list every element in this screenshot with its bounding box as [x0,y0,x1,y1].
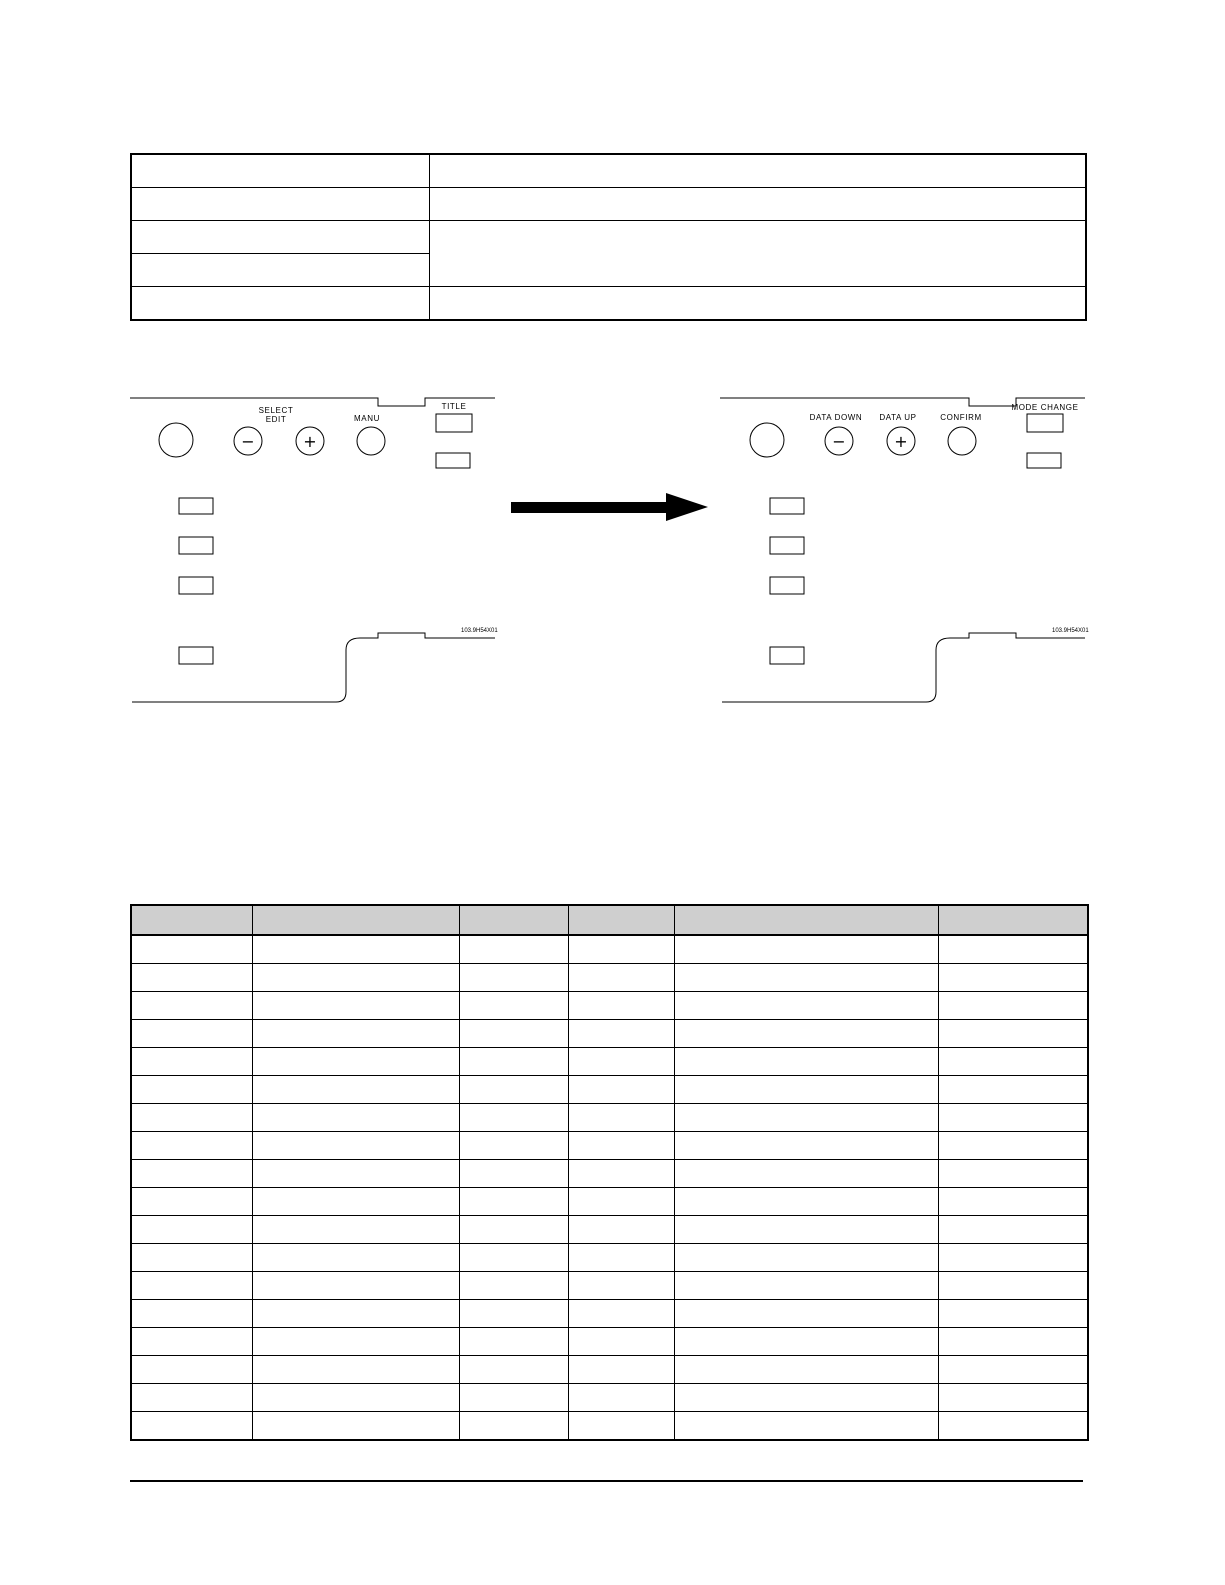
table-row [131,1272,1088,1300]
select-label: SELECT [258,406,294,415]
table-row [131,1216,1088,1244]
part-code: 103.9H54X01 [1052,628,1089,634]
data-table [130,904,1089,1441]
table-cell [131,1188,252,1216]
table-row [131,964,1088,992]
side-key-1[interactable] [179,498,213,514]
table-cell [252,964,459,992]
panel-before-labels [241,402,498,634]
table-cell [459,1076,568,1104]
table-cell [252,1216,459,1244]
table-body [131,935,1088,1440]
table-cell [568,1272,674,1300]
table-cell [131,964,252,992]
column-header [459,905,568,935]
table-cell [674,1048,938,1076]
table-cell [674,1244,938,1272]
mode-change-key[interactable] [1027,414,1063,432]
table-cell [459,1244,568,1272]
table-cell [568,1328,674,1356]
table-cell [131,1384,252,1412]
table-cell [131,992,252,1020]
table-cell [459,935,568,964]
table-row [131,1412,1088,1441]
table-cell [459,964,568,992]
table-cell [938,1384,1088,1412]
data-down-label: DATA DOWN [809,413,863,422]
table-cell [938,1244,1088,1272]
table-row [131,992,1088,1020]
title-label: TITLE [441,402,467,411]
table-cell [938,1020,1088,1048]
side-key-3[interactable] [179,577,213,594]
table-row [131,1244,1088,1272]
side-key-4[interactable] [179,647,213,664]
table-cell [131,1076,252,1104]
table-cell [252,1412,459,1441]
table-cell [252,1272,459,1300]
table-cell [674,964,938,992]
table-cell [674,1384,938,1412]
column-header [252,905,459,935]
table-cell [674,935,938,964]
table-row [131,1300,1088,1328]
table-cell [938,1216,1088,1244]
side-key-3[interactable] [770,577,804,594]
table-cell [938,1300,1088,1328]
table-cell [568,1104,674,1132]
table-cell [938,1412,1088,1441]
title-sub-key[interactable] [436,453,470,468]
table-cell [938,1272,1088,1300]
table-cell [131,1412,252,1441]
minus-icon: − [832,432,846,451]
confirm-button[interactable] [948,427,976,455]
table-cell [131,1048,252,1076]
table-cell [459,1020,568,1048]
table-row [131,1132,1088,1160]
table-cell [568,964,674,992]
title-key[interactable] [436,414,472,432]
table-cell [252,1356,459,1384]
table-cell [568,1384,674,1412]
table-cell [938,1132,1088,1160]
table-cell [674,1160,938,1188]
table-row [131,935,1088,964]
table-cell [252,935,459,964]
table-cell [131,1272,252,1300]
table-row [131,1020,1088,1048]
panel-outline-bottom [722,633,1085,702]
table-cell [131,1160,252,1188]
table-cell [938,992,1088,1020]
table-cell [459,1216,568,1244]
table-cell [252,1160,459,1188]
table-cell [131,1216,252,1244]
table-cell [459,992,568,1020]
table-row [131,1048,1088,1076]
side-key-2[interactable] [770,537,804,554]
table-cell [674,1076,938,1104]
table-row [131,1356,1088,1384]
table-cell [674,1216,938,1244]
table-cell [131,1300,252,1328]
power-button[interactable] [750,423,784,457]
table-cell [459,1048,568,1076]
table-cell [938,1104,1088,1132]
footer-divider [130,1480,1083,1482]
table-cell [674,1300,938,1328]
table-cell [938,1356,1088,1384]
table-header-row [131,905,1088,935]
table-cell [459,1300,568,1328]
table-row [131,1328,1088,1356]
minus-icon: − [241,432,255,451]
table-cell [252,1328,459,1356]
table-cell [674,1132,938,1160]
table-cell [674,1188,938,1216]
table-row [131,1188,1088,1216]
panel-after-labels [810,403,1090,634]
table-cell [252,1048,459,1076]
menu-label: MANU [354,414,380,423]
menu-button[interactable] [357,427,385,455]
table-cell [568,1020,674,1048]
table-cell [568,1048,674,1076]
table-row [131,1160,1088,1188]
table-cell [568,1412,674,1441]
mode-change-label: MODE CHANGE [1011,403,1079,412]
table-cell [459,1328,568,1356]
table-cell [252,1384,459,1412]
table-row [131,1384,1088,1412]
column-header [938,905,1088,935]
table-cell [131,1020,252,1048]
column-header [131,905,252,935]
table-cell [459,1132,568,1160]
table-row [131,1076,1088,1104]
table-cell [252,1104,459,1132]
table-cell [568,1300,674,1328]
table-cell [459,1160,568,1188]
power-button[interactable] [159,423,193,457]
table-cell [459,1412,568,1441]
table-cell [131,1328,252,1356]
mode-change-sub-key[interactable] [1027,453,1061,468]
table-cell [252,1020,459,1048]
column-header [568,905,674,935]
table-cell [131,935,252,964]
table-cell [938,1188,1088,1216]
table-cell [568,1132,674,1160]
side-key-2[interactable] [179,537,213,554]
table-cell [938,1048,1088,1076]
table-cell [252,1076,459,1104]
table-cell [568,1076,674,1104]
table-cell [131,1132,252,1160]
side-key-1[interactable] [770,498,804,514]
table-cell [568,1160,674,1188]
table-cell [131,1356,252,1384]
table-cell [459,1272,568,1300]
table-cell [252,1188,459,1216]
panel-outline-bottom [132,633,495,702]
table-cell [252,1244,459,1272]
table-cell [568,1216,674,1244]
edit-label: EDIT [265,415,287,424]
table-cell [674,1328,938,1356]
table-cell [568,935,674,964]
table-cell [938,1328,1088,1356]
table-cell [252,1132,459,1160]
table-cell [252,1300,459,1328]
table-cell [938,1160,1088,1188]
table-cell [938,935,1088,964]
confirm-label: CONFIRM [940,413,982,422]
table-cell [674,1412,938,1441]
table-cell [568,1188,674,1216]
side-key-4[interactable] [770,647,804,664]
table-cell [938,1076,1088,1104]
table-cell [459,1188,568,1216]
part-code: 103.9H54X01 [461,628,498,634]
table-cell [131,1104,252,1132]
front-panel-diagram [0,0,1225,760]
table-cell [459,1104,568,1132]
table-cell [131,1244,252,1272]
table-cell [938,964,1088,992]
table-cell [674,1356,938,1384]
column-header [674,905,938,935]
panel-outline-top [130,398,495,406]
plus-icon: + [303,432,317,451]
right-arrow-icon [511,493,708,521]
plus-icon: + [894,432,908,451]
table-cell [674,1272,938,1300]
table-row [131,1104,1088,1132]
table-cell [674,992,938,1020]
table-cell [568,1356,674,1384]
table-cell [674,1104,938,1132]
table-cell [459,1356,568,1384]
data-up-label: DATA UP [879,413,917,422]
table-cell [252,992,459,1020]
table-cell [568,992,674,1020]
table-cell [568,1244,674,1272]
table-cell [674,1020,938,1048]
table-cell [459,1384,568,1412]
